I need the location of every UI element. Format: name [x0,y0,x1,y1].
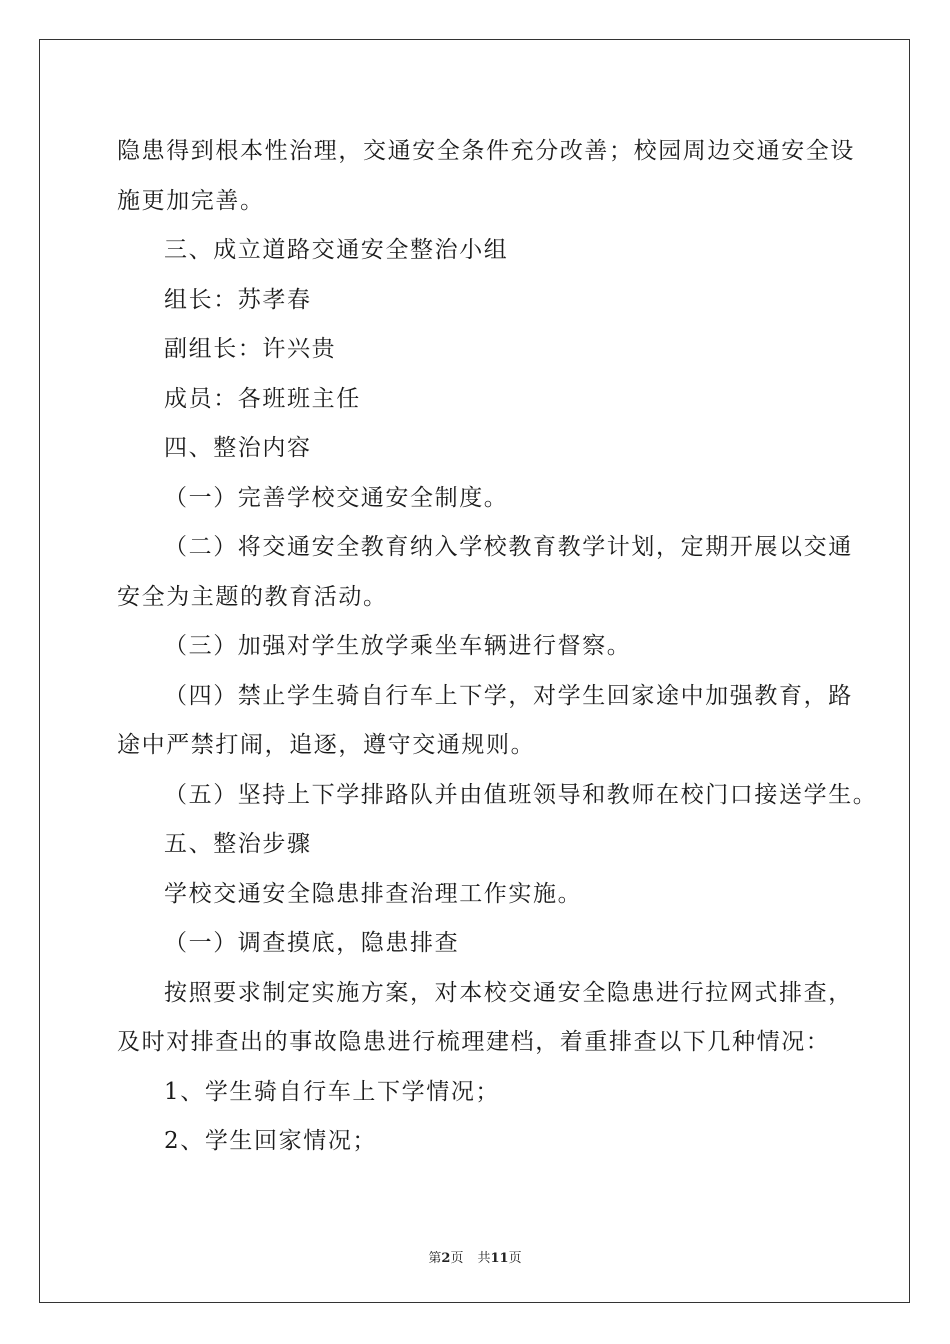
page-current: 2 [441,1251,451,1266]
paragraph-line: 途中严禁打闹，追逐，遵守交通规则。 [117,732,536,758]
paragraph-line: 副组长：许兴贵 [164,336,337,362]
paragraph-line: 学校交通安全隐患排查治理工作实施。 [164,880,583,907]
paragraph-line: 安全为主题的教育活动。 [117,583,388,610]
section-heading: 四、整治内容 [164,435,312,461]
total-prefix: 共 [477,1251,491,1266]
list-item: 1、学生骑自行车上下学情况； [164,1078,501,1105]
section-heading: 五、整治步骤 [164,831,312,857]
total-suffix: 页 [508,1251,522,1266]
list-item: （五）坚持上下学排路队并由值班领导和教师在校门口接送学生。 [164,781,878,808]
page-total: 11 [490,1251,509,1266]
list-item: （一）完善学校交通安全制度。 [164,484,509,511]
document-body [117,127,878,1167]
list-item: （四）禁止学生骑自行车上下学，对学生回家途中加强教育，路 [164,682,853,709]
page-prefix: 第 [428,1251,442,1266]
page-footer [0,1247,950,1266]
paragraph-line: 及时对排查出的事故隐患进行梳理建档，着重排查以下几种情况： [117,1029,831,1055]
paragraph-line: 成员：各班班主任 [164,385,361,412]
list-item: 2、学生回家情况； [164,1128,378,1154]
paragraph-line: 组长：苏孝春 [164,286,312,313]
section-heading: 三、成立道路交通安全整治小组 [164,237,509,263]
paragraph-line: 施更加完善。 [117,187,265,214]
list-item: （二）将交通安全教育纳入学校教育教学计划，定期开展以交通 [164,534,853,560]
list-item: （一）调查摸底，隐患排查 [164,930,460,956]
paragraph-line: 隐患得到根本性治理，交通安全条件充分改善；校园周边交通安全设 [117,138,855,164]
list-item: （三）加强对学生放学乘坐车辆进行督察。 [164,633,632,659]
page-suffix: 页 [450,1251,464,1266]
paragraph-line: 按照要求制定实施方案，对本校交通安全隐患进行拉网式排查， [164,979,853,1006]
